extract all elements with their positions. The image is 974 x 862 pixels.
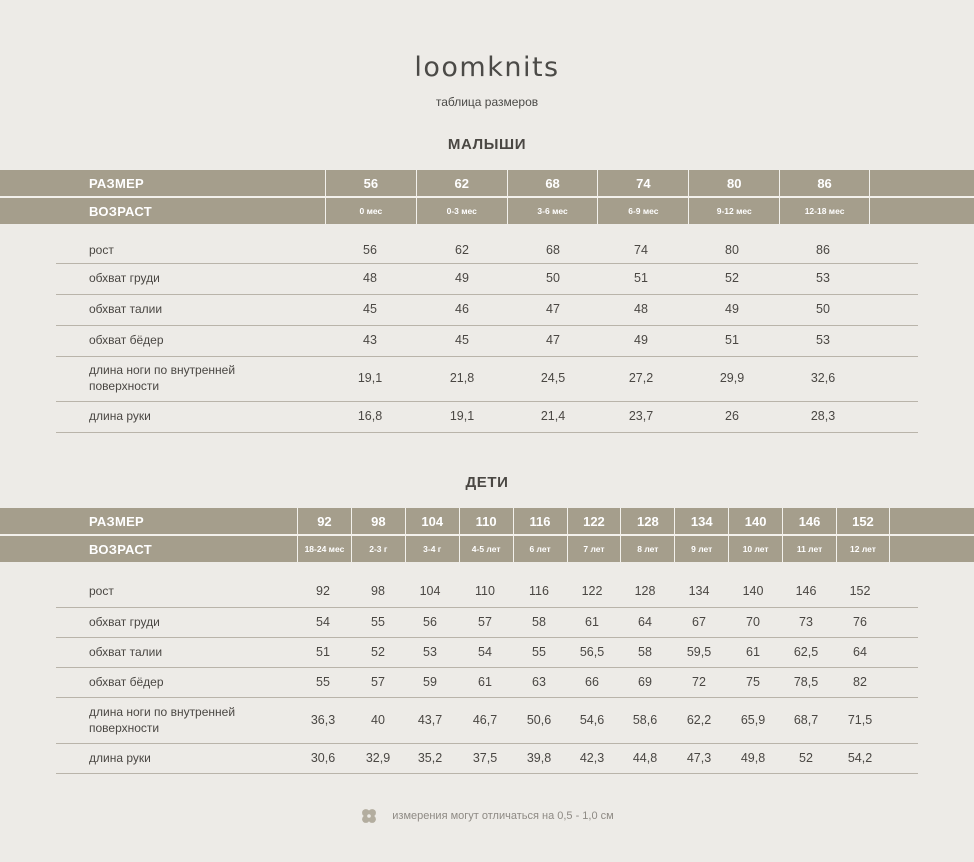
row-value: 49 [725,302,739,316]
row-value: 50 [816,302,830,316]
row-value: 62 [455,242,469,257]
row-value: 29,9 [719,371,745,385]
size-cell: 140 [728,508,782,534]
row-value: 37,5 [472,750,498,765]
kids-size-header [0,508,974,534]
row-value: 35,2 [417,750,443,765]
row-value: 32,6 [810,371,836,385]
row-value: 51 [316,644,330,659]
row-value: 68 [546,242,560,257]
row-value: 69 [638,674,652,689]
row-label: рост [89,583,114,598]
row-value: 61 [585,614,599,629]
row-value: 24,5 [540,371,566,385]
kids-age-header [0,536,974,562]
row-value: 26 [725,409,739,423]
row-value: 19,1 [357,371,383,385]
row-value: 73 [799,614,813,629]
age-cell: 6-9 мес [597,198,688,224]
row-value: 55 [371,614,385,629]
size-cell: 62 [416,170,507,196]
row-value: 49 [455,271,469,285]
row-value: 152 [849,583,871,598]
row-value: 72 [692,674,706,689]
age-header-label: ВОЗРАСТ [89,541,153,557]
row-value: 57 [478,614,492,629]
age-cell: 8 лет [620,536,674,562]
row-value: 62,5 [793,644,819,659]
row-value: 54 [316,614,330,629]
row-value: 68,7 [793,712,819,727]
row-value: 47,3 [686,750,712,765]
table-row [56,264,918,295]
size-cell: 92 [297,508,351,534]
row-value: 44,8 [632,750,658,765]
row-label: обхват груди [89,614,160,629]
table-row [56,698,918,744]
row-value: 52 [371,644,385,659]
row-value: 59 [423,674,437,689]
row-value: 45 [363,302,377,316]
age-cell: 7 лет [567,536,621,562]
size-cell: 74 [597,170,688,196]
row-value: 122 [581,583,603,598]
row-value: 53 [816,333,830,347]
row-value: 56,5 [579,644,605,659]
row-value: 58 [638,644,652,659]
row-value: 40 [371,712,385,727]
row-value: 71,5 [847,712,873,727]
size-cell: 80 [688,170,779,196]
row-label: обхват бёдер [89,333,164,347]
babies-section-title: МАЛЫШИ [447,136,527,153]
row-value: 92 [316,583,330,598]
row-value: 30,6 [310,750,336,765]
table-row [56,295,918,326]
row-value: 23,7 [628,409,654,423]
row-value: 36,3 [310,712,336,727]
row-value: 47 [546,333,560,347]
row-value: 52 [799,750,813,765]
row-value: 49 [634,333,648,347]
row-value: 65,9 [740,712,766,727]
age-cell: 3-4 г [405,536,459,562]
row-value: 58,6 [632,712,658,727]
note-text: измерения могут отличаться на 0,5 - 1,0 см [392,810,614,822]
row-value: 63 [532,674,546,689]
page-subtitle: таблица размеров [435,95,539,109]
age-cell: 10 лет [728,536,782,562]
row-value: 42,3 [579,750,605,765]
row-value: 56 [363,242,377,257]
row-value: 134 [688,583,710,598]
row-value: 75 [746,674,760,689]
row-value: 21,4 [540,409,566,423]
row-value: 50 [546,271,560,285]
row-value: 53 [816,271,830,285]
row-value: 74 [634,242,648,257]
table-row [56,402,918,433]
row-value: 28,3 [810,409,836,423]
size-cell: 152 [836,508,890,534]
row-value: 66 [585,674,599,689]
size-cell: 68 [507,170,598,196]
row-value: 70 [746,614,760,629]
row-value: 76 [853,614,867,629]
row-value: 67 [692,614,706,629]
table-row [56,608,918,638]
table-row [56,668,918,698]
table-row [56,638,918,668]
row-value: 43 [363,333,377,347]
age-cell: 0 мес [325,198,416,224]
size-cell: 116 [513,508,567,534]
row-value: 98 [371,583,385,598]
size-cell: 134 [674,508,728,534]
size-cell: 56 [325,170,416,196]
babies-age-header [0,198,974,224]
age-header-label: ВОЗРАСТ [89,203,153,219]
row-label: длина ноги по внутренней поверхности [89,704,236,735]
row-value: 64 [638,614,652,629]
row-value: 39,8 [526,750,552,765]
age-cell: 3-6 мес [507,198,598,224]
brand-logo: loomknits [414,52,560,83]
row-value: 54 [478,644,492,659]
row-value: 19,1 [449,409,475,423]
kids-section-title: ДЕТИ [465,474,509,491]
measurement-note [0,807,974,825]
age-cell: 12 лет [836,536,890,562]
row-value: 62,2 [686,712,712,727]
row-value: 59,5 [686,644,712,659]
row-value: 116 [529,583,549,598]
row-value: 82 [853,674,867,689]
row-value: 50,6 [526,712,552,727]
row-value: 45 [455,333,469,347]
age-cell: 9-12 мес [688,198,779,224]
row-value: 86 [816,242,830,257]
row-value: 49,8 [740,750,766,765]
row-label: обхват бёдер [89,674,164,689]
age-cell: 2-3 г [351,536,405,562]
row-label: длина руки [89,409,151,423]
row-value: 51 [725,333,739,347]
row-value: 16,8 [357,409,383,423]
row-value: 64 [853,644,867,659]
row-value: 47 [546,302,560,316]
row-value: 46,7 [472,712,498,727]
row-label: длина ноги по внутренней поверхности [89,363,236,393]
size-cell: 110 [459,508,513,534]
size-cell: 98 [351,508,405,534]
age-cell: 11 лет [782,536,836,562]
row-label: рост [89,242,114,257]
row-value: 80 [725,242,739,257]
row-value: 128 [634,583,656,598]
row-value: 43,7 [417,712,443,727]
table-row [56,744,918,774]
size-cell: 146 [782,508,836,534]
row-value: 54,6 [579,712,605,727]
row-value: 56 [423,614,437,629]
row-value: 58 [532,614,546,629]
row-value: 61 [478,674,492,689]
row-value: 110 [475,583,495,598]
row-value: 52 [725,271,739,285]
size-cell: 122 [567,508,621,534]
row-value: 104 [419,583,441,598]
age-cell: 18-24 мес [297,536,351,562]
age-cell: 0-3 мес [416,198,507,224]
row-value: 27,2 [628,371,654,385]
size-cell: 104 [405,508,459,534]
row-value: 51 [634,271,648,285]
table-row [56,357,918,402]
row-value: 48 [634,302,648,316]
age-cell: 4-5 лет [459,536,513,562]
age-cell: 9 лет [674,536,728,562]
size-cell: 86 [779,170,870,196]
babies-size-header [0,170,974,196]
row-label: длина руки [89,750,151,765]
row-label: обхват груди [89,271,160,285]
row-value: 140 [742,583,764,598]
size-header-label: РАЗМЕР [89,175,145,191]
age-cell: 6 лет [513,536,567,562]
row-value: 46 [455,302,469,316]
row-value: 54,2 [847,750,873,765]
row-value: 78,5 [793,674,819,689]
table-row [56,238,918,264]
row-value: 57 [371,674,385,689]
row-label: обхват талии [89,302,163,316]
table-row [56,576,918,608]
size-header-label: РАЗМЕР [89,513,145,529]
row-value: 21,8 [449,371,475,385]
table-row [56,326,918,357]
age-cell: 12-18 мес [779,198,870,224]
row-value: 55 [316,674,330,689]
row-value: 146 [795,583,817,598]
flower-icon [360,807,378,825]
row-label: обхват талии [89,644,163,659]
row-value: 61 [746,644,760,659]
row-value: 53 [423,644,437,659]
size-cell: 128 [620,508,674,534]
row-value: 32,9 [365,750,391,765]
row-value: 48 [363,271,377,285]
row-value: 55 [532,644,546,659]
